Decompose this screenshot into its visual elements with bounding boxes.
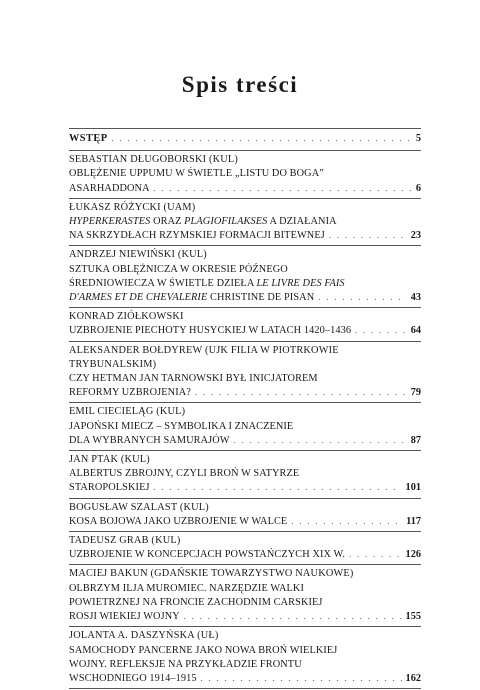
- dot-leader: [349, 548, 401, 562]
- toc-entry: [69, 565, 421, 627]
- toc-page-number: 101: [405, 482, 421, 494]
- toc-page-number: 23: [410, 230, 421, 242]
- toc-title-line: REFORMY UZBROJENIA?: [69, 387, 191, 399]
- dot-leader: [184, 610, 402, 624]
- toc-page-number: 117: [406, 515, 421, 527]
- toc-entry: [69, 451, 421, 499]
- toc-page-number: 6: [415, 182, 421, 194]
- toc-title-line: WOJNY. REFLEKSJE NA PRZYKŁADZIE FRONTU: [69, 658, 302, 670]
- dot-leader: [154, 481, 402, 495]
- toc-author: BOGUSŁAW SZALAST (KUL): [69, 501, 209, 513]
- toc-title-line: UZBROJENIE W KONCEPCJACH POWSTAŃCZYCH XIX W.: [69, 549, 346, 561]
- toc-entry: [69, 532, 421, 565]
- toc-page-number: 64: [410, 325, 421, 337]
- toc-title-line: ŚREDNIOWIECZA W ŚWIETLE DZIEŁA LE LIVRE DES FAIS: [69, 277, 345, 289]
- toc-author: JOLANTA A. DASZYŃSKA (UŁ): [69, 630, 219, 642]
- page-title: Spis treści: [181, 72, 299, 97]
- toc-title-line: KOSA BOJOWA JAKO UZBROJENIE W WALCE: [69, 515, 288, 527]
- toc-entry: [69, 151, 421, 199]
- toc-entry: [69, 342, 421, 404]
- toc-title-line: POWIETRZNEJ NA FRONCIE ZACHODNIM CARSKIEJ: [69, 596, 323, 608]
- toc-entry: [69, 246, 421, 308]
- toc-entry: [69, 627, 421, 689]
- toc-entry: [69, 128, 421, 151]
- toc-entry: [69, 499, 421, 532]
- toc-title-line: STAROPOLSKIEJ: [69, 482, 150, 494]
- toc-title-line: WSTĘP: [69, 133, 108, 144]
- toc-author: SEBASTIAN DŁUGOBORSKI (KUL): [69, 154, 239, 166]
- toc-title-line: CZY HETMAN JAN TARNOWSKI BYŁ INICJATOREM: [69, 373, 318, 385]
- toc-title-line: SAMOCHODY PANCERNE JAKO NOWA BROŃ WIELKIEJ: [69, 644, 338, 656]
- dot-leader: [112, 132, 412, 146]
- toc-title-line: HYPERKERASTES ORAZ PLAGIOFILAKSES A DZIAŁANIA: [69, 216, 337, 228]
- toc-title-line: DLA WYBRANYCH SAMURAJÓW: [69, 434, 230, 446]
- toc-title-line: OBLĘŻENIE UPPUMU W ŚWIETLE „LISTU DO BOGA”: [69, 168, 324, 180]
- toc-author: ALEKSANDER BOŁDYREW (UJK FILIA W PIOTRKOWIE TRYBUNALSKIM): [69, 344, 339, 370]
- toc-title-line: SZTUKA OBLĘŻNICZA W OKRESIE PÓŹNEGO: [69, 263, 288, 275]
- toc-title-line: OLBRZYM ILJA MUROMIEC. NARZĘDZIE WALKI: [69, 582, 304, 594]
- toc-author: KONRAD ZIÓŁKOWSKI: [69, 311, 184, 323]
- toc-page-number: 126: [405, 549, 421, 561]
- toc-title-line: JAPOŃSKI MIECZ – SYMBOLIKA I ZNACZENIE: [69, 420, 294, 432]
- toc-page-number: 155: [405, 611, 421, 623]
- toc-title-line: ROSJI WIEKIEJ WOJNY: [69, 611, 180, 623]
- table-of-contents: [69, 128, 421, 689]
- toc-entry: [69, 308, 421, 341]
- toc-page-number: 43: [410, 292, 421, 304]
- dot-leader: [318, 291, 406, 305]
- toc-author: TADEUSZ GRAB (KUL): [69, 535, 181, 547]
- toc-page-number: 162: [405, 672, 421, 684]
- toc-author: JAN PTAK (KUL): [69, 454, 150, 466]
- toc-author: EMIL CIECIELĄG (KUL): [69, 406, 186, 418]
- toc-author: ŁUKASZ RÓŻYCKI (UAM): [69, 201, 196, 213]
- toc-title-line: ALBERTUS ZBROJNY, CZYLI BROŃ W SATYRZE: [69, 468, 300, 480]
- dot-leader: [355, 324, 407, 338]
- toc-author: MACIEJ BAKUN (GDAŃSKIE TOWARZYSTWO NAUKOWE): [69, 568, 354, 580]
- dot-leader: [154, 182, 412, 196]
- dot-leader: [201, 672, 402, 686]
- dot-leader: [195, 386, 407, 400]
- toc-title-line: WSCHODNIEGO 1914–1915: [69, 672, 197, 684]
- toc-entry: [69, 403, 421, 451]
- toc-title-line: ASARHADDONA: [69, 182, 150, 194]
- toc-title-line: D'ARMES ET DE CHEVALERIE CHRISTINE DE PISAN: [69, 292, 315, 304]
- dot-leader: [234, 434, 407, 448]
- toc-author: ANDRZEJ NIEWIŃSKI (KUL): [69, 249, 207, 261]
- dot-leader: [291, 515, 402, 529]
- toc-page-number: 5: [415, 133, 421, 144]
- toc-title-line: UZBROJENIE PIECHOTY HUSYCKIEJ W LATACH 1420–1436: [69, 325, 352, 337]
- toc-page-number: 79: [410, 387, 421, 399]
- dot-leader: [329, 229, 407, 243]
- toc-entry: [69, 199, 421, 247]
- toc-page-number: 87: [410, 434, 421, 446]
- toc-title-line: NA SKRZYDŁACH RZYMSKIEJ FORMACJI BITEWNEJ: [69, 230, 325, 242]
